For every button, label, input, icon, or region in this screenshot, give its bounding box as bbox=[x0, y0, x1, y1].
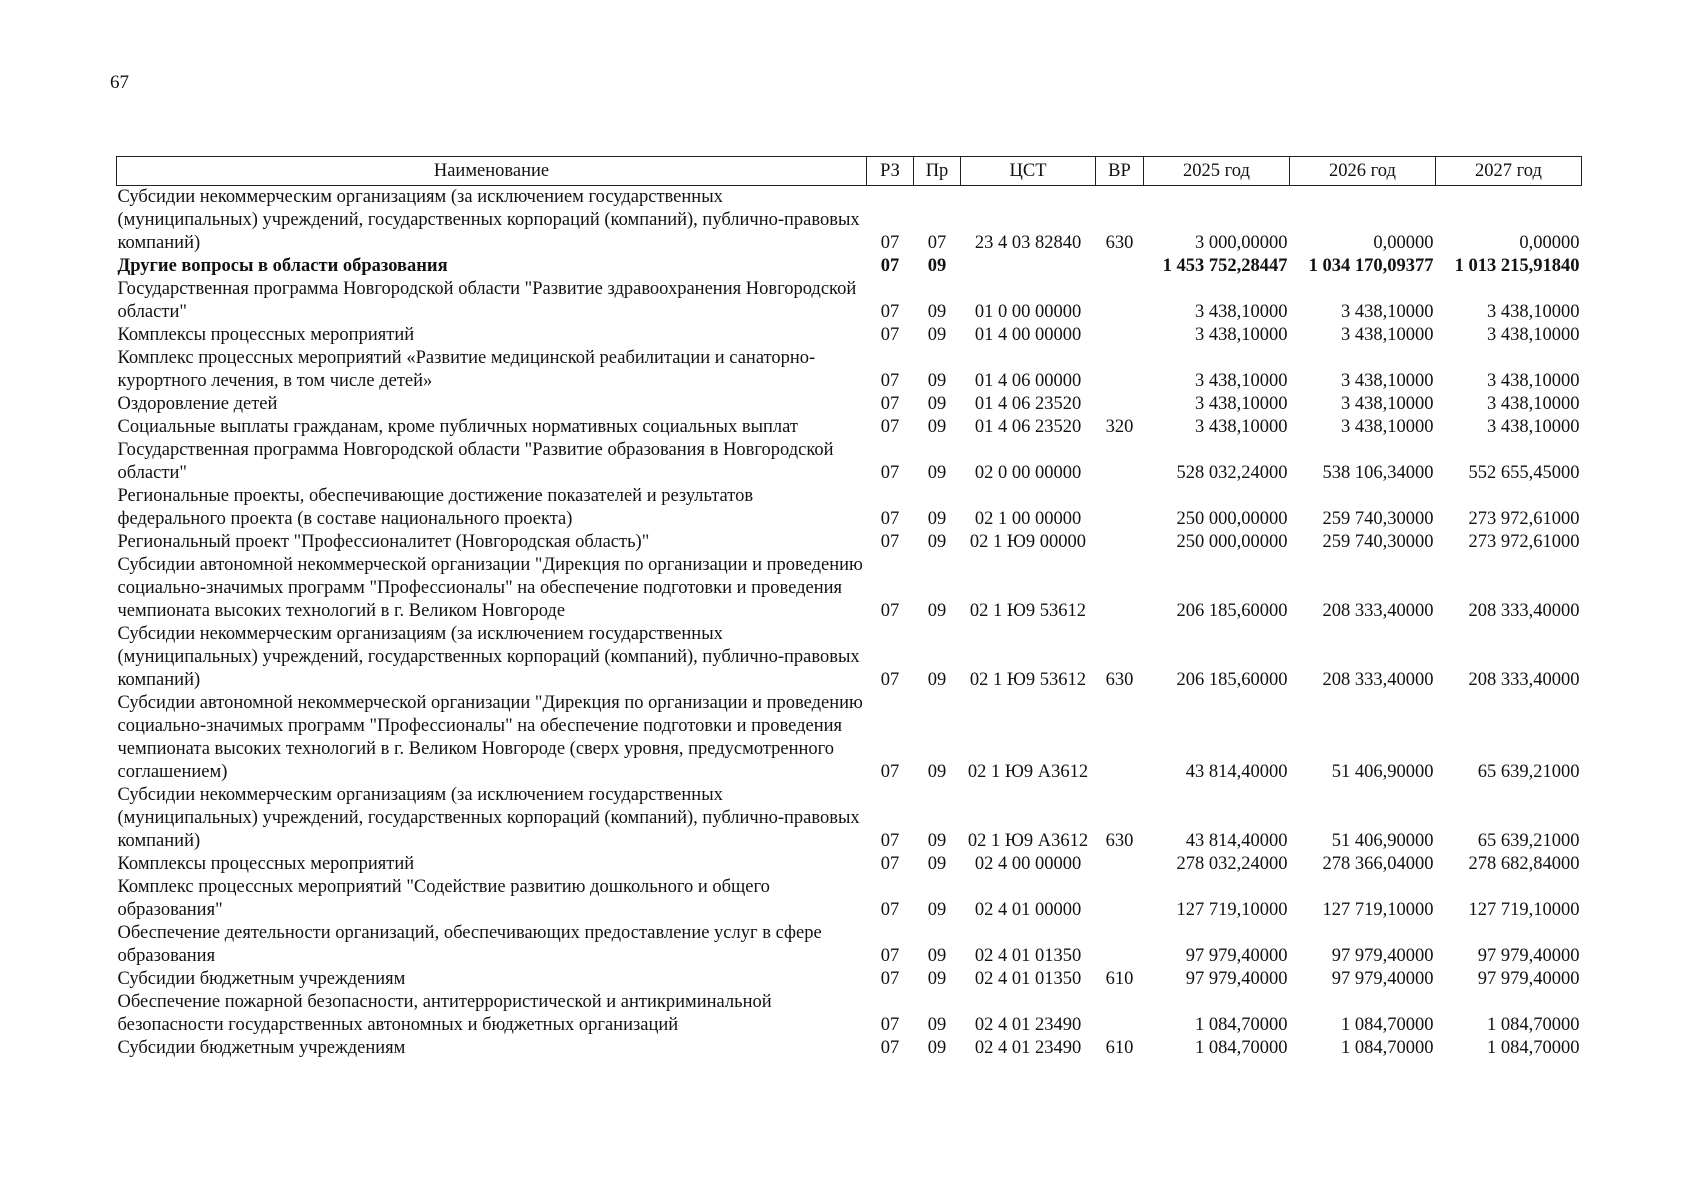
row-2026: 51 406,90000 bbox=[1331, 831, 1434, 851]
row-rz: 07 bbox=[880, 762, 900, 782]
table-row bbox=[117, 347, 1582, 393]
row-2025: 206 185,60000 bbox=[1176, 601, 1288, 621]
row-2026: 3 438,10000 bbox=[1341, 371, 1434, 391]
row-cst: 01 0 00 00000 bbox=[974, 302, 1082, 322]
row-vr bbox=[1096, 278, 1144, 324]
row-name: Государственная программа Новгородской области "Развитие образования в Новгородской области" bbox=[117, 440, 834, 483]
row-2025: 250 000,00000 bbox=[1176, 509, 1288, 529]
header-vr: ВР bbox=[1096, 157, 1144, 186]
row-cst: 02 1 Ю9 А3612 bbox=[967, 762, 1089, 782]
row-name: Обеспечение пожарной безопасности, антитеррористической и антикриминальной безопасности государственных автономных и бюджетных организаций bbox=[117, 992, 772, 1035]
row-pr: 09 bbox=[927, 601, 947, 621]
row-2027: 65 639,21000 bbox=[1477, 762, 1580, 782]
row-name: Комплексы процессных мероприятий bbox=[117, 854, 415, 874]
row-rz: 07 bbox=[880, 900, 900, 920]
row-vr: 630 bbox=[1105, 233, 1134, 253]
row-rz: 07 bbox=[880, 302, 900, 322]
row-vr bbox=[1096, 853, 1144, 876]
row-vr bbox=[1096, 439, 1144, 485]
row-rz: 07 bbox=[880, 969, 900, 989]
row-vr: 320 bbox=[1105, 417, 1134, 437]
row-2025: 528 032,24000 bbox=[1176, 463, 1288, 483]
row-2027: 97 979,40000 bbox=[1477, 969, 1580, 989]
table-row bbox=[117, 531, 1582, 554]
table-row bbox=[117, 439, 1582, 485]
row-name: Субсидии бюджетным учреждениям bbox=[117, 1038, 406, 1058]
row-pr: 09 bbox=[927, 900, 947, 920]
row-rz: 07 bbox=[880, 463, 900, 483]
header-2027: 2027 год bbox=[1436, 157, 1582, 186]
row-2027: 0,00000 bbox=[1519, 233, 1580, 253]
table-body bbox=[117, 186, 1582, 1061]
row-cst: 01 4 06 23520 bbox=[974, 394, 1082, 414]
row-rz: 07 bbox=[880, 233, 900, 253]
row-2027: 65 639,21000 bbox=[1477, 831, 1580, 851]
row-name: Субсидии некоммерческим организациям (за исключением государственных (муниципальных) учреждений, государственных корпораций (компаний), публично-правовых компаний) bbox=[117, 624, 860, 690]
row-2026: 208 333,40000 bbox=[1322, 601, 1434, 621]
row-vr bbox=[1096, 485, 1144, 531]
page-number: 67 bbox=[110, 72, 129, 93]
row-2027: 273 972,61000 bbox=[1468, 509, 1580, 529]
row-2026: 127 719,10000 bbox=[1322, 900, 1434, 920]
header-2026: 2026 год bbox=[1290, 157, 1436, 186]
row-name: Комплекс процессных мероприятий "Содействие развитию дошкольного и общего образования" bbox=[117, 877, 770, 920]
row-2027: 552 655,45000 bbox=[1468, 463, 1580, 483]
header-cst: ЦСТ bbox=[961, 157, 1096, 186]
row-2026: 259 740,30000 bbox=[1322, 509, 1434, 529]
row-vr bbox=[1096, 347, 1144, 393]
row-pr: 09 bbox=[927, 509, 947, 529]
table-row bbox=[117, 876, 1582, 922]
row-name: Субсидии автономной некоммерческой организации "Дирекция по организации и проведению социально-значимых программ "Профессионалы" на обеспечение подготовки и проведения чемпионата высоких технологий в г. Великом Новгороде bbox=[117, 555, 863, 621]
row-cst bbox=[961, 255, 1096, 278]
row-pr: 09 bbox=[927, 854, 947, 874]
table-row bbox=[117, 186, 1582, 256]
row-2025: 3 438,10000 bbox=[1195, 302, 1288, 322]
row-pr: 09 bbox=[927, 1015, 947, 1035]
row-rz: 07 bbox=[880, 509, 900, 529]
row-2027: 3 438,10000 bbox=[1487, 417, 1580, 437]
row-vr bbox=[1096, 922, 1144, 968]
row-2027: 127 719,10000 bbox=[1468, 900, 1580, 920]
row-name: Комплексы процессных мероприятий bbox=[117, 325, 415, 345]
row-rz: 07 bbox=[880, 854, 900, 874]
row-pr: 09 bbox=[927, 371, 947, 391]
row-2026: 3 438,10000 bbox=[1341, 325, 1434, 345]
row-2027: 3 438,10000 bbox=[1487, 371, 1580, 391]
row-cst: 01 4 06 23520 bbox=[974, 417, 1082, 437]
row-2026: 538 106,34000 bbox=[1322, 463, 1434, 483]
row-2025: 1 084,70000 bbox=[1195, 1038, 1288, 1058]
row-2027: 3 438,10000 bbox=[1487, 394, 1580, 414]
row-2026: 278 366,04000 bbox=[1322, 854, 1434, 874]
row-rz: 07 bbox=[880, 831, 900, 851]
table-row bbox=[117, 991, 1582, 1037]
row-2027: 278 682,84000 bbox=[1468, 854, 1580, 874]
table-row bbox=[117, 485, 1582, 531]
row-rz: 07 bbox=[880, 371, 900, 391]
row-2025: 3 438,10000 bbox=[1195, 417, 1288, 437]
table-row bbox=[117, 623, 1582, 692]
row-vr: 630 bbox=[1105, 831, 1134, 851]
row-cst: 02 1 Ю9 00000 bbox=[969, 532, 1087, 552]
row-vr bbox=[1096, 554, 1144, 623]
row-pr: 09 bbox=[927, 969, 947, 989]
row-pr: 09 bbox=[927, 532, 947, 552]
row-name: Обеспечение деятельности организаций, обеспечивающих предоставление услуг в сфере образования bbox=[117, 923, 822, 966]
row-2025: 3 438,10000 bbox=[1195, 394, 1288, 414]
row-rz: 07 bbox=[880, 532, 900, 552]
table-row bbox=[117, 853, 1582, 876]
row-2027: 208 333,40000 bbox=[1468, 601, 1580, 621]
row-vr: 630 bbox=[1105, 670, 1134, 690]
row-pr: 09 bbox=[927, 256, 947, 276]
row-pr: 07 bbox=[927, 233, 947, 253]
row-cst: 02 0 00 00000 bbox=[974, 463, 1082, 483]
row-2026: 97 979,40000 bbox=[1331, 969, 1434, 989]
table-row bbox=[117, 692, 1582, 784]
row-2027: 208 333,40000 bbox=[1468, 670, 1580, 690]
row-name: Оздоровление детей bbox=[117, 394, 278, 414]
table-row bbox=[117, 278, 1582, 324]
row-2025: 43 814,40000 bbox=[1185, 831, 1288, 851]
row-pr: 09 bbox=[927, 946, 947, 966]
row-pr: 09 bbox=[927, 302, 947, 322]
row-pr: 09 bbox=[927, 463, 947, 483]
row-name: Субсидии некоммерческим организациям (за исключением государственных (муниципальных) учреждений, государственных корпораций (компаний), публично-правовых компаний) bbox=[117, 187, 860, 253]
row-2025: 3 000,00000 bbox=[1195, 233, 1288, 253]
row-pr: 09 bbox=[927, 831, 947, 851]
row-name: Субсидии бюджетным учреждениям bbox=[117, 969, 406, 989]
row-vr: 610 bbox=[1105, 969, 1134, 989]
header-rz: РЗ bbox=[867, 157, 914, 186]
row-pr: 09 bbox=[927, 670, 947, 690]
row-rz: 07 bbox=[880, 1015, 900, 1035]
row-2026: 1 084,70000 bbox=[1341, 1015, 1434, 1035]
table-row bbox=[117, 416, 1582, 439]
row-2025: 43 814,40000 bbox=[1185, 762, 1288, 782]
table-row bbox=[117, 554, 1582, 623]
row-pr: 09 bbox=[927, 417, 947, 437]
row-cst: 02 1 Ю9 53612 bbox=[969, 670, 1087, 690]
row-cst: 02 4 01 00000 bbox=[974, 900, 1082, 920]
table-header bbox=[117, 157, 1582, 186]
row-2026: 259 740,30000 bbox=[1322, 532, 1434, 552]
row-pr: 09 bbox=[927, 394, 947, 414]
row-rz: 07 bbox=[880, 417, 900, 437]
table-row bbox=[117, 784, 1582, 853]
row-2026: 97 979,40000 bbox=[1331, 946, 1434, 966]
row-cst: 02 4 01 01350 bbox=[974, 946, 1082, 966]
row-cst: 02 1 Ю9 А3612 bbox=[967, 831, 1089, 851]
row-2025: 3 438,10000 bbox=[1195, 371, 1288, 391]
table-row bbox=[117, 968, 1582, 991]
row-cst: 02 4 00 00000 bbox=[974, 854, 1082, 874]
row-2027: 3 438,10000 bbox=[1487, 302, 1580, 322]
table-row bbox=[117, 324, 1582, 347]
row-2025: 250 000,00000 bbox=[1176, 532, 1288, 552]
row-2026: 3 438,10000 bbox=[1341, 394, 1434, 414]
row-cst: 01 4 06 00000 bbox=[974, 371, 1082, 391]
row-cst: 02 4 01 23490 bbox=[974, 1038, 1082, 1058]
row-2025: 206 185,60000 bbox=[1176, 670, 1288, 690]
row-name: Другие вопросы в области образования bbox=[117, 256, 448, 276]
row-vr: 610 bbox=[1105, 1038, 1134, 1058]
row-vr bbox=[1096, 531, 1144, 554]
row-2026: 1 034 170,09377 bbox=[1308, 256, 1434, 276]
row-name: Государственная программа Новгородской области "Развитие здравоохранения Новгородской области" bbox=[117, 279, 857, 322]
table-row bbox=[117, 393, 1582, 416]
row-rz: 07 bbox=[880, 670, 900, 690]
row-name: Субсидии некоммерческим организациям (за исключением государственных (муниципальных) учреждений, государственных корпораций (компаний), публично-правовых компаний) bbox=[117, 785, 860, 851]
row-cst: 01 4 00 00000 bbox=[974, 325, 1082, 345]
row-name: Социальные выплаты гражданам, кроме публичных нормативных социальных выплат bbox=[117, 417, 798, 437]
row-2025: 127 719,10000 bbox=[1176, 900, 1288, 920]
row-2027: 97 979,40000 bbox=[1477, 946, 1580, 966]
table-row bbox=[117, 255, 1582, 278]
row-2026: 208 333,40000 bbox=[1322, 670, 1434, 690]
row-rz: 07 bbox=[880, 946, 900, 966]
table-row bbox=[117, 1037, 1582, 1060]
row-rz: 07 bbox=[880, 256, 900, 276]
row-cst: 23 4 03 82840 bbox=[974, 233, 1082, 253]
row-2027: 273 972,61000 bbox=[1468, 532, 1580, 552]
row-name: Комплекс процессных мероприятий «Развитие медицинской реабилитации и санаторно-курортного лечения, в том числе детей» bbox=[117, 348, 816, 391]
row-2025: 1 084,70000 bbox=[1195, 1015, 1288, 1035]
row-2026: 0,00000 bbox=[1373, 233, 1434, 253]
row-rz: 07 bbox=[880, 394, 900, 414]
row-pr: 09 bbox=[927, 325, 947, 345]
row-vr bbox=[1096, 393, 1144, 416]
row-cst: 02 4 01 23490 bbox=[974, 1015, 1082, 1035]
row-pr: 09 bbox=[927, 762, 947, 782]
row-vr bbox=[1096, 991, 1144, 1037]
row-2025: 278 032,24000 bbox=[1176, 854, 1288, 874]
row-name: Региональный проект "Профессионалитет (Новгородская область)" bbox=[117, 532, 650, 552]
row-rz: 07 bbox=[880, 325, 900, 345]
row-vr bbox=[1096, 255, 1144, 278]
row-cst: 02 1 00 00000 bbox=[974, 509, 1082, 529]
row-2025: 97 979,40000 bbox=[1185, 946, 1288, 966]
row-vr bbox=[1096, 876, 1144, 922]
row-pr: 09 bbox=[927, 1038, 947, 1058]
row-2025: 3 438,10000 bbox=[1195, 325, 1288, 345]
row-vr bbox=[1096, 324, 1144, 347]
row-rz: 07 bbox=[880, 601, 900, 621]
row-2027: 1 084,70000 bbox=[1487, 1038, 1580, 1058]
row-rz: 07 bbox=[880, 1038, 900, 1058]
header-pr: Пр bbox=[914, 157, 961, 186]
row-cst: 02 1 Ю9 53612 bbox=[969, 601, 1087, 621]
row-2025: 1 453 752,28447 bbox=[1162, 256, 1288, 276]
row-cst: 02 4 01 01350 bbox=[974, 969, 1082, 989]
row-2026: 3 438,10000 bbox=[1341, 302, 1434, 322]
header-2025: 2025 год bbox=[1144, 157, 1290, 186]
row-name: Региональные проекты, обеспечивающие достижение показателей и результатов федерального проекта (в составе национального проекта) bbox=[117, 486, 754, 529]
row-2025: 97 979,40000 bbox=[1185, 969, 1288, 989]
row-2027: 1 013 215,91840 bbox=[1454, 256, 1580, 276]
row-2027: 1 084,70000 bbox=[1487, 1015, 1580, 1035]
header-name: Наименование bbox=[117, 157, 867, 186]
row-name: Субсидии автономной некоммерческой организации "Дирекция по организации и проведению социально-значимых программ "Профессионалы" на обеспечение подготовки и проведения чемпионата высоких технологий в г. Великом Новгороде (сверх уровня, предусмотренного соглашением) bbox=[117, 693, 863, 782]
budget-table bbox=[116, 156, 1582, 1060]
table-row bbox=[117, 922, 1582, 968]
row-2026: 3 438,10000 bbox=[1341, 417, 1434, 437]
row-2027: 3 438,10000 bbox=[1487, 325, 1580, 345]
row-2026: 51 406,90000 bbox=[1331, 762, 1434, 782]
row-vr bbox=[1096, 692, 1144, 784]
row-2026: 1 084,70000 bbox=[1341, 1038, 1434, 1058]
